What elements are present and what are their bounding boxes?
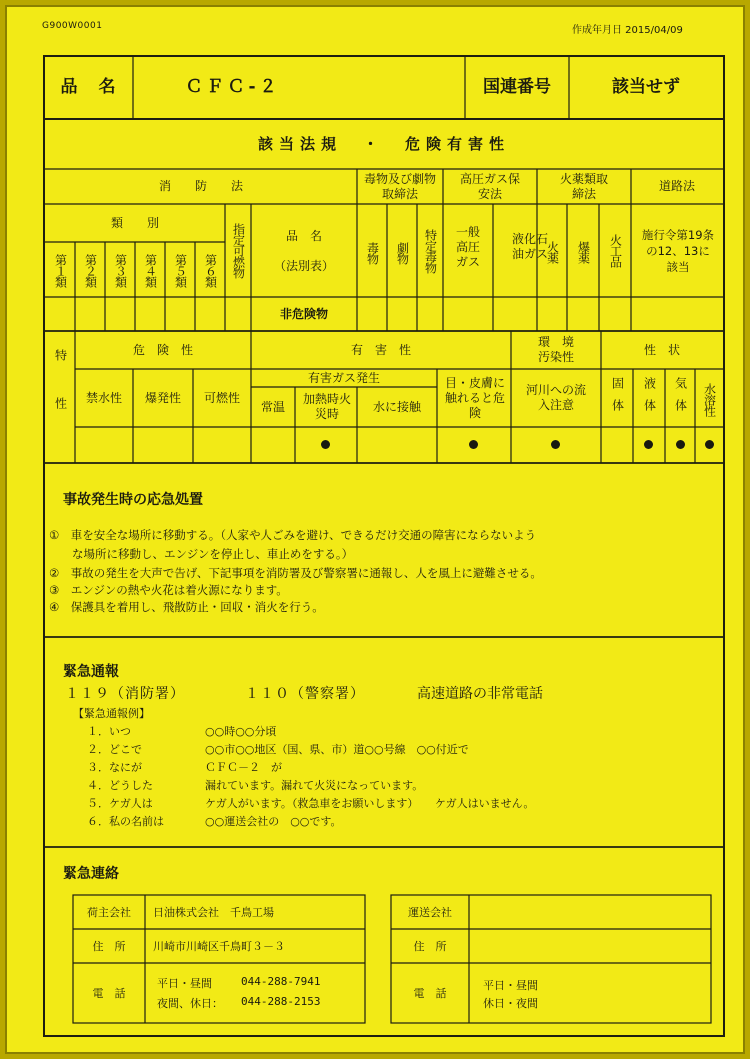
shipper-label: 荷主会社 (87, 906, 131, 919)
state-header: 性 状 (643, 342, 680, 357)
gunpowder-col: 火薬 (545, 241, 560, 263)
explosives-col: 爆薬 (576, 241, 591, 263)
carrier-night-label: 休日・夜間 (483, 997, 538, 1010)
item-name-header: 品 名 (285, 228, 322, 243)
report-q6: ６．私の名前は (87, 815, 164, 828)
shipper-phone-label: 電 話 (92, 987, 126, 1000)
shipper-value: 日油株式会社 千鳥工場 (153, 906, 274, 919)
report-a2: ○○市○○地区（国、県、市）道○○号線 ○○付近で (205, 743, 469, 756)
mark-eye-skin (469, 440, 478, 449)
road-law-text: 施行令第19条の12、13に該当 (641, 228, 715, 274)
emergency-item-4: ④ 保護具を着用し、飛散防止・回収・消火を行う。 (49, 600, 324, 614)
report-q4: ４．どうした (87, 779, 153, 792)
highway-phone: 高速道路の非常電話 (417, 686, 543, 702)
deleterious-col: 劇物 (395, 242, 410, 264)
class-4-header: 第４類 (143, 253, 158, 287)
report-a3: ＣＦＣ－２ が (205, 761, 282, 774)
report-a6: ○○運送会社の ○○です。 (205, 815, 342, 828)
carrier-phone-label: 電 話 (413, 987, 447, 1000)
class-6-header: 第６類 (203, 253, 218, 287)
environment-header: 環 境汚染性 (537, 335, 574, 364)
explosive-col: 爆発性 (144, 390, 181, 405)
pyrotechnic-col: 火工品 (608, 233, 623, 267)
report-a5: ケガ人がいます。（救急車をお願いします） ケガ人はいません。 (205, 797, 535, 810)
specified-poison-col: 特定毒物 (423, 229, 438, 273)
heating-fire-col: 加熱時火災時 (303, 392, 352, 421)
report-q1: １．いつ (87, 725, 131, 738)
emergency-title: 事故発生時の応急処置 (63, 492, 203, 508)
document-sheet (5, 5, 745, 1054)
water-contact-col: 水に接触 (372, 399, 421, 414)
gas-state-col: 気体 (673, 377, 688, 421)
carrier-address-label: 住 所 (413, 940, 447, 953)
report-a4: 漏れています。漏れて火災になっています。 (205, 779, 424, 792)
safety-card-frame (43, 55, 725, 1037)
un-number-value: 該当せず (612, 77, 680, 98)
day-label: 平日・昼間 (157, 977, 212, 990)
report-title: 緊急通報 (63, 664, 119, 680)
report-a1: ○○時○○分頃 (205, 725, 277, 738)
solid-col: 固体 (610, 377, 625, 421)
un-number-label: 国連番号 (483, 77, 551, 98)
gas-law-header: 高圧ガス保安法 (459, 171, 520, 201)
emergency-item-3: ③ エンジンの熱や火花は着火源になります。 (49, 583, 288, 597)
emergency-item-1: ① 車を安全な場所に移動する。（人家や人ごみを避け、できるだけ交通の障害にならないよう (49, 528, 537, 542)
road-law-header: 道路法 (658, 179, 695, 193)
class-header: 類 別 (110, 215, 159, 230)
normal-temp-col: 常温 (260, 399, 285, 414)
poison-col: 毒物 (365, 242, 380, 264)
shipper-address-label: 住 所 (92, 940, 126, 953)
water-reactive-col: 禁水性 (85, 390, 122, 405)
danger-header: 危 険 性 (132, 342, 193, 357)
night-phone: 044-288-2153 (241, 995, 321, 1008)
emergency-item-2: ② 事故の発生を大声で告げ、下記事項を消防署及び警察署に通報し、人を風上に避難させる。 (49, 566, 542, 580)
general-gas-col: 一般高圧ガス (455, 224, 480, 269)
fire-law-header: 消 防 法 (158, 179, 243, 193)
explosive-law-header: 火薬類取締法 (559, 171, 608, 201)
night-label: 夜間、休日： (157, 997, 223, 1010)
liquid-col: 液体 (642, 377, 657, 421)
report-example-label: 【緊急通報例】 (73, 707, 150, 720)
characteristics-label: 特性 (53, 349, 68, 445)
created-date: 作成年月日 2015/04/09 (572, 25, 683, 36)
river-inflow-col: 河川への流入注意 (525, 383, 586, 412)
document-code: G900W0001 (42, 21, 103, 31)
class-2-header: 第２類 (83, 253, 98, 287)
carrier-label: 運送会社 (408, 906, 452, 919)
item-name-note: （法別表） (273, 258, 334, 273)
harmful-gas-header: 有害ガス発生 (307, 370, 380, 385)
mark-liquid (644, 440, 653, 449)
mark-heating-fire (321, 440, 330, 449)
mark-gas (676, 440, 685, 449)
class-5-header: 第５類 (173, 253, 188, 287)
shipper-address: 川崎市川崎区千鳥町３－３ (153, 940, 285, 953)
carrier-day-label: 平日・昼間 (483, 979, 538, 992)
police-number: １１０（警察署） (245, 686, 365, 702)
water-soluble-col: 水溶性 (702, 382, 717, 416)
mark-water-soluble (705, 440, 714, 449)
lpg-col: 液化石油ガス (511, 232, 548, 261)
fire-dept-number: １１９（消防署） (65, 686, 185, 702)
designated-flammable-header: 指定可燃物 (231, 222, 246, 278)
harmful-header: 有 害 性 (350, 342, 411, 357)
class-1-header: 第１類 (53, 253, 68, 287)
report-q2: ２．どこで (87, 743, 142, 756)
eye-skin-col: 目・皮膚に触れると危険 (444, 375, 505, 420)
product-name-value: ＣＦＣ-２ (185, 77, 281, 98)
poison-law-header: 毒物及び劇物取締法 (363, 171, 436, 201)
report-q5: ５．ケガ人は (87, 797, 153, 810)
emergency-item-1b: な場所に移動し、エンジンを停止し、車止めをする。） (49, 547, 354, 561)
non-hazardous-value: 非危険物 (279, 306, 328, 321)
law-section-title: 該当法規 ・ 危険有害性 (257, 134, 510, 153)
product-name-label: 品 名 (60, 77, 118, 98)
contact-title: 緊急連絡 (63, 866, 119, 882)
day-phone: 044-288-7941 (241, 975, 321, 988)
mark-river (551, 440, 560, 449)
report-q3: ３．なにが (87, 761, 142, 774)
class-3-header: 第３類 (113, 253, 128, 287)
flammable-col: 可燃性 (203, 390, 240, 405)
